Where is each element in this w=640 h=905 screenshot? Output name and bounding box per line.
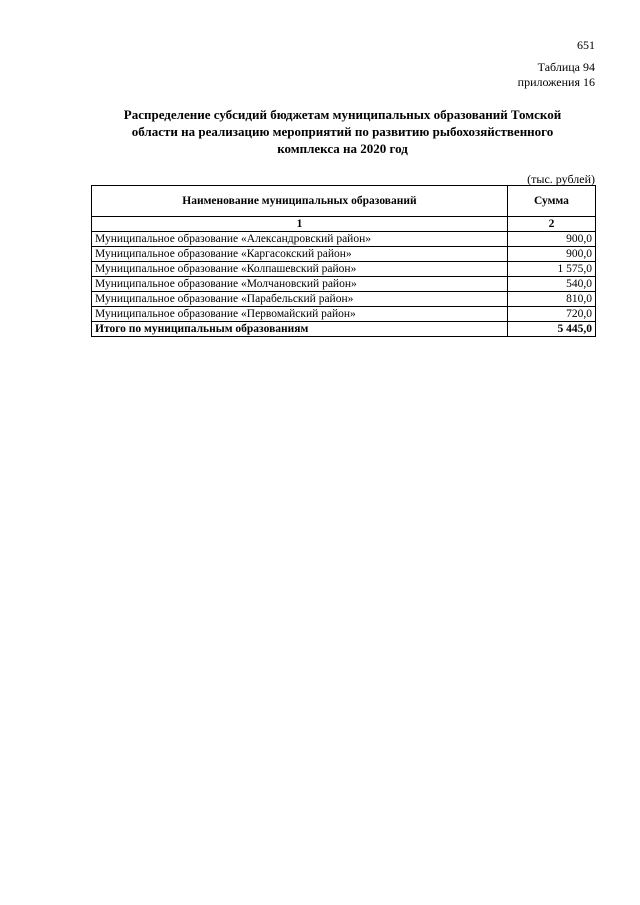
column-number-row	[92, 217, 596, 232]
table-label: Таблица 94	[537, 60, 595, 74]
row-sum: 720,0	[507, 307, 595, 322]
units-label: (тыс. рублей)	[527, 172, 595, 186]
title-line-2: области на реализацию мероприятий по развитию рыбохозяйственного	[131, 124, 554, 139]
column-number-1: 1	[92, 217, 508, 232]
row-name: Муниципальное образование «Каргасокский район»	[92, 247, 508, 262]
row-sum: 900,0	[507, 232, 595, 247]
row-name: Муниципальное образование «Колпашевский район»	[92, 262, 508, 277]
table-row	[92, 277, 596, 292]
row-name: Муниципальное образование «Парабельский район»	[92, 292, 508, 307]
row-sum: 900,0	[507, 247, 595, 262]
table-row	[92, 247, 596, 262]
subsidy-table	[91, 185, 596, 337]
table-row	[92, 292, 596, 307]
table-row	[92, 307, 596, 322]
row-sum: 540,0	[507, 277, 595, 292]
header-name: Наименование муниципальных образований	[92, 186, 508, 217]
row-name: Муниципальное образование «Первомайский район»	[92, 307, 508, 322]
row-sum: 810,0	[507, 292, 595, 307]
table-reference	[518, 60, 595, 90]
title-line-3: комплекса на 2020 год	[277, 141, 408, 156]
header-sum: Сумма	[507, 186, 595, 217]
title-line-1: Распределение субсидий бюджетам муниципальных образований Томской	[123, 107, 562, 122]
total-label: Итого по муниципальным образованиям	[92, 322, 508, 337]
document-title	[90, 106, 595, 157]
total-row	[92, 322, 596, 337]
column-number-2: 2	[507, 217, 595, 232]
table-row	[92, 232, 596, 247]
row-name: Муниципальное образование «Александровский район»	[92, 232, 508, 247]
page-number: 651	[577, 38, 595, 52]
appendix-label: приложения 16	[517, 75, 595, 89]
total-sum: 5 445,0	[507, 322, 595, 337]
row-name: Муниципальное образование «Молчановский район»	[92, 277, 508, 292]
row-sum: 1 575,0	[507, 262, 595, 277]
table-row	[92, 262, 596, 277]
table-header-row	[92, 186, 596, 217]
